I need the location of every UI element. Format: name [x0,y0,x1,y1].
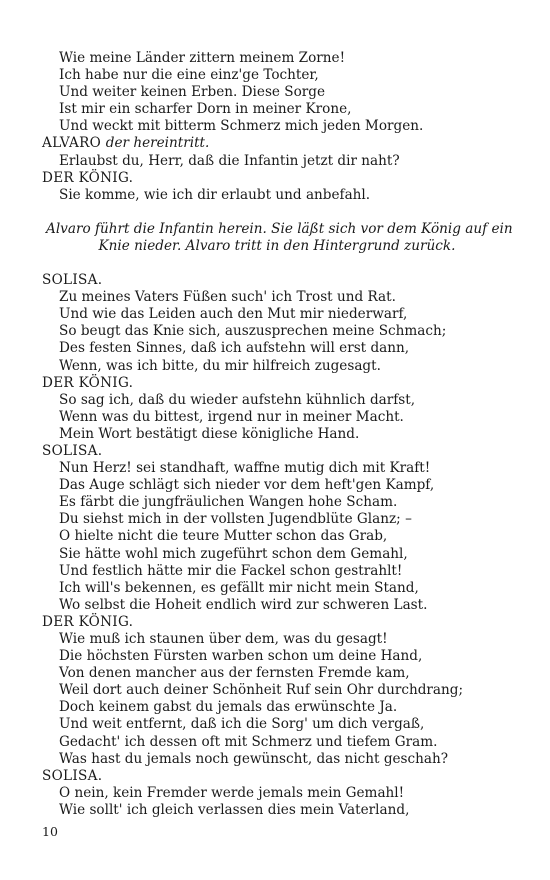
verse-line: So sag ich, daß du wieder aufstehn kühnlich darfst, [59,391,416,408]
verse-line: Was hast du jemals noch gewünscht, das nicht geschah? [59,750,449,767]
verse-line: Wie sollt' ich gleich verlassen dies mein Vaterland, [59,801,410,818]
speaker-label: SOLISA. [42,272,103,289]
play-text [42,50,512,819]
stage-direction-line: Knie nieder. Alvaro tritt in den Hintergrund zurück. [98,237,456,254]
verse-line: Doch keinem gabst du jemals das erwünschte Ja. [59,699,398,716]
verse-line: Ich habe nur die eine einz'ge Tochter, [59,67,319,84]
speaker-note: der hereintritt. [105,135,210,152]
verse-line: Wo selbst die Hoheit endlich wird zur schweren Last. [59,596,428,613]
verse-line: Und wie das Leiden auch den Mut mir niederwarf, [59,306,408,323]
verse-line: Und weckt mit bitterm Schmerz mich jeden Morgen. [59,118,424,135]
verse-line: Es färbt die jungfräulichen Wangen hohe Scham. [59,494,398,511]
page-number: 10 [42,824,58,839]
verse-line: Wenn, was ich bitte, du mir hilfreich zugesagt. [59,357,381,374]
verse-line: Nun Herz! sei standhaft, waffne mutig dich mit Kraft! [59,460,431,477]
speaker-label: SOLISA. [42,767,103,784]
verse-line: Wie muß ich staunen über dem, was du gesagt! [59,631,388,647]
verse-line: Wie meine Länder zittern meinem Zorne! [59,50,346,66]
speaker-label: DER KÖNIG. [42,613,134,630]
speaker-name [42,272,512,289]
speaker-name [42,135,512,152]
verse-line: Zu meines Vaters Füßen such' ich Trost und Rat. [59,289,396,306]
verse-line: Wenn was du bittest, irgend nur in meiner Macht. [59,408,404,425]
verse-line: Und weiter keinen Erben. Diese Sorge [59,84,326,101]
stage-direction-line: Alvaro führt die Infantin herein. Sie läßt sich vor dem König auf ein [46,220,513,237]
verse-line: Gedacht' ich dessen oft mit Schmerz und tiefem Gram. [59,733,438,750]
verse-line: O nein, kein Fremder werde jemals mein Gemahl! [59,784,405,801]
verse-line: Weil dort auch deiner Schönheit Ruf sein Ohr durchdrang; [59,682,464,699]
speaker-label: DER KÖNIG. [42,169,134,186]
verse-line: O hielte nicht die teure Mutter schon das Grab, [59,528,388,545]
verse-line: Und weit entfernt, daß ich die Sorg' um dich vergaß, [59,716,425,733]
verse-line: Erlaubst du, Herr, daß die Infantin jetzt dir naht? [59,152,400,169]
verse-line: Ist mir ein scharfer Dorn in meiner Krone, [59,101,352,118]
speaker-name [42,170,512,187]
speaker-name [42,768,512,785]
verse-line: Ich will's bekennen, es gefällt mir nicht mein Stand, [59,579,419,596]
verse-line: Sie hätte wohl mich zugeführt schon dem Gemahl, [59,545,408,562]
verse-line: Und festlich hätte mir die Fackel schon gestrahlt! [59,562,403,579]
verse-line: Die höchsten Fürsten warben schon um deine Hand, [59,648,423,665]
speaker-name [42,375,512,392]
speaker-label: ALVARO [42,135,102,152]
speaker-name [42,614,512,631]
verse-line: Sie komme, wie ich dir erlaubt und anbefahl. [59,186,371,203]
verse-line: Mein Wort bestätigt diese königliche Hand. [59,425,360,442]
verse-line: Du siehst mich in der vollsten Jugendblüte Glanz; – [59,511,412,528]
speaker-label: DER KÖNIG. [42,374,134,391]
verse-line: Das Auge schlägt sich nieder vor dem heft'gen Kampf, [59,477,435,494]
speaker-name [42,443,512,460]
verse-line: Des festen Sinnes, daß ich aufstehn will erst dann, [59,340,410,357]
speaker-label: SOLISA. [42,442,103,459]
verse-line: So beugt das Knie sich, auszusprechen meine Schmach; [59,323,447,340]
verse-line: Von denen mancher aus der fernsten Fremde kam, [59,665,410,682]
